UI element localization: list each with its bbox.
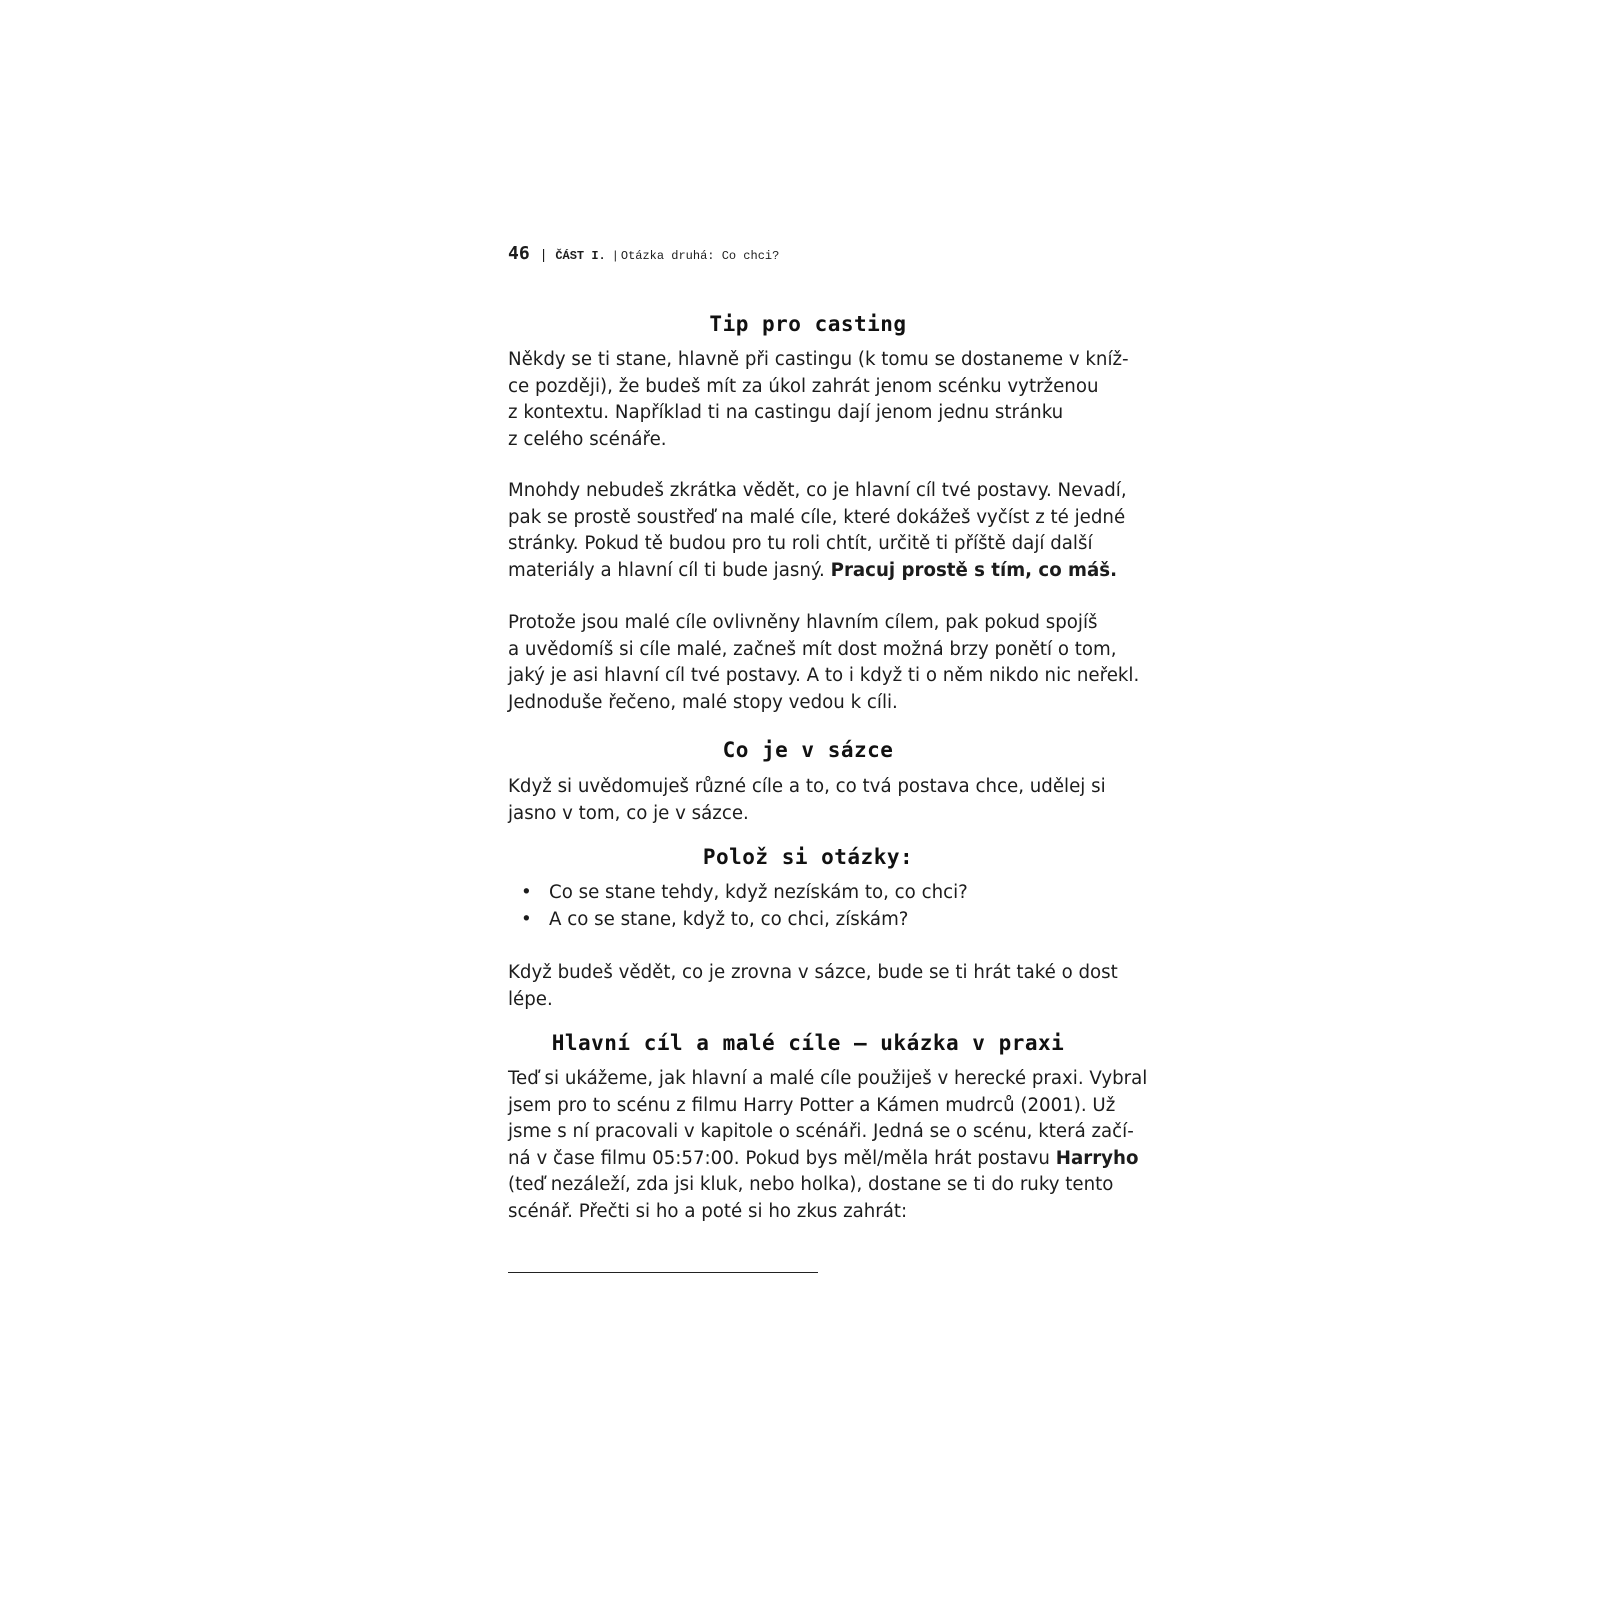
running-header [508, 243, 779, 267]
text-line: jasno v tom, co je v sázce. [508, 802, 749, 824]
paragraph-stake [508, 774, 1108, 827]
heading-questions: Polož si otázky: [702, 845, 914, 869]
questions-list [508, 880, 1108, 933]
paragraph-practice [508, 1066, 1148, 1226]
text-line: Mnohdy nebudeš zkrátka vědět, co je hlavní cíl tvé postavy. Nevadí, [508, 480, 1127, 501]
bullet-icon: • [521, 882, 532, 903]
header-separator-2: | [613, 248, 617, 262]
text-line: stránky. Pokud tě budou pro tu roli chtít, určitě ti příště dají další [508, 533, 1093, 555]
text-line: ce později), že budeš mít za úkol zahrát jenom scénku vytrženou [508, 375, 1099, 397]
header-separator: | [541, 246, 546, 262]
text-line: Protože jsou malé cíle ovlivněny hlavním cílem, pak pokud spojíš [508, 612, 1098, 633]
text-line: scénář. Přečti si ho a poté si ho zkus zahrát: [508, 1200, 908, 1222]
text-line: (teď nezáleží, zda jsi kluk, nebo holka), dostane se ti do ruky tento [508, 1174, 1114, 1196]
paragraph-stake-2 [508, 960, 1118, 1013]
text-line: z kontextu. Například ti na castingu dají jenom jednu stránku [508, 402, 1064, 424]
text-line: jsem pro to scénu z filmu Harry Potter a Kámen mudrců (2001). Už [508, 1094, 1116, 1116]
page-number: 46 [508, 243, 530, 264]
list-item [508, 880, 1108, 907]
question-text: A co se stane, když to, co chci, získám? [549, 908, 909, 930]
question-text: Co se stane tehdy, když nezískám to, co chci? [549, 882, 968, 903]
text-line: Když si uvědomuješ různé cíle a to, co tvá postava chce, udělej si [508, 776, 1106, 797]
text-line: a uvědomíš si cíle malé, začneš mít dost možná brzy ponětí o tom, [508, 638, 1117, 660]
text-line [508, 1146, 1139, 1173]
paragraph-tip-3 [508, 610, 1140, 716]
footnote-divider [508, 1272, 818, 1273]
part-label: ČÁST I. [555, 249, 606, 263]
text-line: Jednoduše řečeno, malé stopy vedou k cíli. [508, 691, 898, 713]
heading-stake: Co je v sázce [722, 738, 894, 762]
bold-emphasis: Harryho [1055, 1147, 1139, 1169]
text-line: jaký je asi hlavní cíl tvé postavy. A to i když ti o něm nikdo nic neřekl. [508, 665, 1140, 687]
text-line: Teď si ukážeme, jak hlavní a malé cíle použiješ v herecké praxi. Vybral [508, 1068, 1148, 1089]
text-line [508, 558, 1117, 585]
text-line: jsme s ní pracovali v kapitole o scénáři. Jedná se o scénu, která začí- [508, 1121, 1134, 1143]
text-run: ná v čase filmu 05:57:00. Pokud bys měl/měla hrát postavu [508, 1147, 1056, 1169]
bullet-icon: • [521, 908, 532, 930]
paragraph-tip-2 [508, 478, 1127, 584]
text-line: pak se prostě soustřeď na malé cíle, které dokážeš vyčíst z té jedné [508, 506, 1126, 528]
paragraph-tip-1 [508, 347, 1129, 453]
text-line: Někdy se ti stane, hlavně při castingu (k tomu se dostaneme v kníž- [508, 349, 1129, 370]
heading-practice: Hlavní cíl a malé cíle – ukázka v praxi [551, 1031, 1065, 1055]
book-page [508, 0, 1148, 1600]
heading-tip-casting: Tip pro casting [709, 312, 907, 336]
text-line: Když budeš vědět, co je zrovna v sázce, bude se ti hrát také o dost [508, 962, 1118, 983]
list-item [508, 907, 1108, 934]
text-run: materiály a hlavní cíl ti bude jasný. [508, 559, 831, 581]
chapter-title: Otázka druhá: Co chci? [620, 249, 780, 263]
text-line: lépe. [508, 988, 553, 1010]
bold-emphasis: Pracuj prostě s tím, co máš. [830, 559, 1117, 581]
text-line: z celého scénáře. [508, 428, 667, 450]
